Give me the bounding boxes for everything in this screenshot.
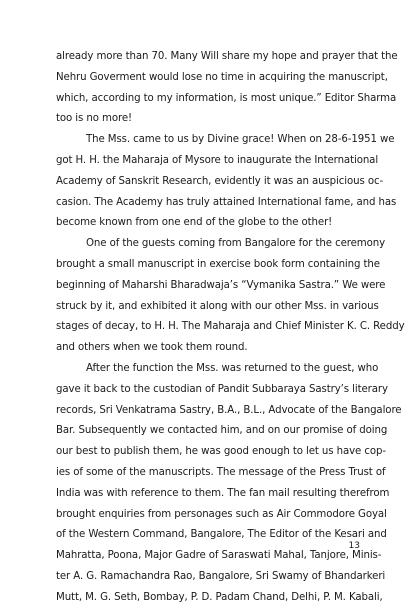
text-line: beginning of Maharshi Bharadwaja’s “Vymanika Sastra.” We were [56, 279, 386, 291]
text-line: After the function the Mss. was returned to the guest, who [86, 362, 379, 374]
text-line: India was with reference to them. The fan mail resulting therefrom [56, 487, 390, 499]
text-line: Mahratta, Poona, Major Gadre of Saraswati Mahal, Tanjore, Minis- [56, 550, 382, 562]
text-line: records, Sri Venkatrama Sastry, B.A., B.L., Advocate of the Bangalore [56, 404, 402, 416]
text-line: ies of some of the manuscripts. The message of the Press Trust of [56, 466, 386, 478]
text-line: brought enquiries from personages such as Air Commodore Goyal [56, 508, 387, 520]
text-line: too is no more! [56, 113, 132, 125]
text-line: Mutt, M. G. Seth, Bombay, P. D. Padam Chand, Delhi, P. M. Kabali, [56, 591, 383, 603]
text-line: got H. H. the Maharaja of Mysore to inaugurate the International [56, 154, 379, 166]
text-line: The Mss. came to us by Divine grace! When on 28-6-1951 we [86, 134, 395, 146]
text-line: casion. The Academy has truly attained International fame, and has [56, 196, 397, 208]
text-line: ter A. G. Ramachandra Rao, Bangalore, Sri Swamy of Bhandarkeri [56, 570, 386, 582]
text-line: One of the guests coming from Bangalore for the ceremony [86, 238, 386, 250]
paragraph [56, 47, 398, 130]
text-line: stages of decay, to H. H. The Maharaja and Chief Minister K. C. Reddy [56, 321, 405, 333]
body-text [56, 47, 405, 609]
text-line: Academy of Sanskrit Research, evidently it was an auspicious oc- [56, 175, 384, 187]
text-line: which, according to my information, is most unique.” Editor Sharma [56, 92, 397, 104]
text-line: of the Western Command, Bangalore, The Editor of the Kesari and [56, 529, 387, 541]
text-line: Bar. Subsequently we contacted him, and on our promise of doing [56, 425, 388, 437]
paragraph [56, 130, 397, 234]
text-line: struck by it, and exhibited it along with our other Mss. in various [56, 300, 379, 312]
text-line: brought a small manuscript in exercise book form containing the [56, 258, 380, 270]
text-line: become known from one end of the globe to the other! [56, 217, 333, 229]
text-line: our best to publish them, he was good enough to let us have cop- [56, 446, 386, 458]
paragraph [56, 359, 402, 609]
text-line: gave it back to the custodian of Pandit Subbaraya Sastry’s literary [56, 383, 388, 395]
page-number: 13 [348, 541, 360, 551]
text-line: Nehru Goverment would lose no time in acquiring the manuscript, [56, 71, 388, 83]
text-line: and others when we took them round. [56, 342, 248, 354]
paragraph [56, 234, 405, 359]
text-line: already more than 70. Many Will share my hope and prayer that the [56, 51, 398, 62]
